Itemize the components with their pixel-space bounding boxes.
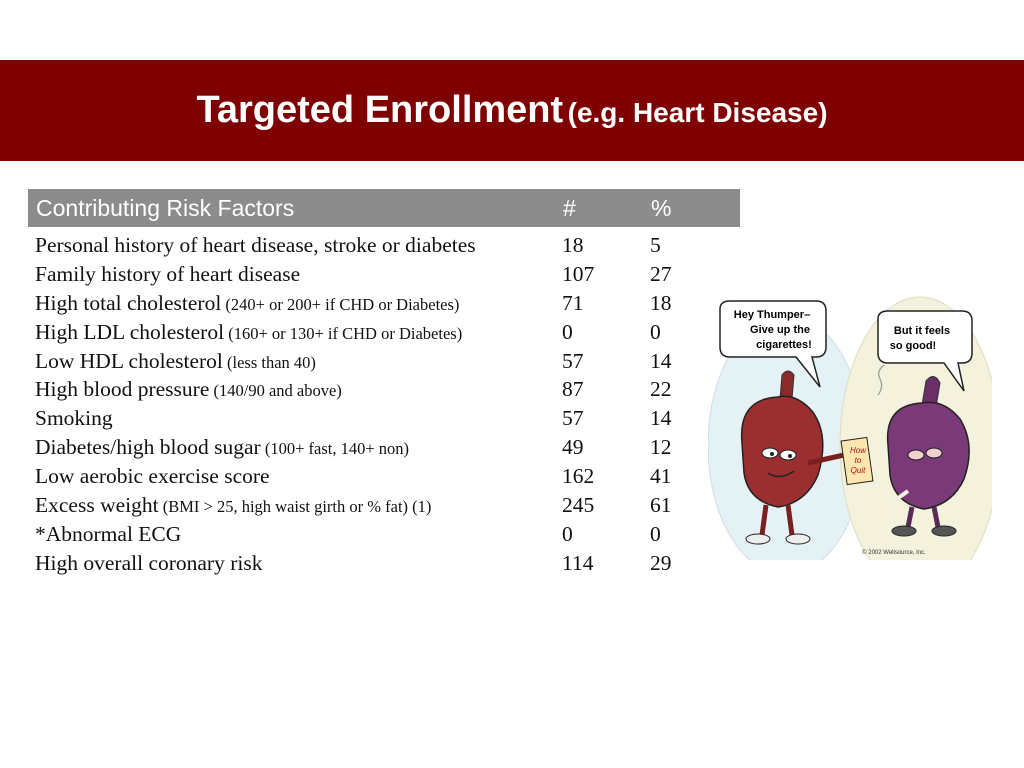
table-body [28,231,740,578]
column-header-factor: Contributing Risk Factors [36,194,295,221]
right-heart-shoe-1 [892,526,916,536]
title-banner [0,60,1024,161]
page-title-sub: (e.g. Heart Disease) [567,97,828,128]
left-heart-shoe-1 [746,534,770,544]
percent-cell: 0 [650,319,661,344]
risk-factor-cell [28,435,562,460]
table-header [28,189,740,227]
percent-cell: 41 [650,464,672,489]
risk-factors-table [28,189,740,578]
count-cell: 107 [562,261,595,286]
column-header-count: # [563,194,576,221]
table-row [28,520,740,549]
count-cell: 87 [562,377,584,402]
risk-factor-label: Diabetes/high blood sugar [35,435,261,460]
count-cell: 245 [562,492,595,517]
percent-cell: 29 [650,550,672,575]
copyright-text: © 2002 Wellsource, Inc. [862,550,926,556]
risk-factor-note: (BMI > 25, high waist girth or % fat) (1) [158,496,432,516]
table-row [28,404,740,433]
left-heart-eye-1 [762,448,778,458]
count-cell: 57 [562,348,584,373]
risk-factor-label: Personal history of heart disease, stroke or diabetes [35,232,476,257]
page-title [196,89,827,132]
column-header-percent: % [651,194,672,221]
count-cell: 49 [562,435,584,460]
card-line-1: How [849,446,867,455]
table-row [28,491,740,520]
percent-cell: 0 [650,521,661,546]
card-line-3: Quit [850,466,866,475]
table-row [28,318,740,347]
risk-factor-cell [28,291,562,316]
risk-factor-label: *Abnormal ECG [35,521,182,546]
right-heart-eye-1 [908,450,924,460]
risk-factor-note: (160+ or 130+ if CHD or Diabetes) [224,323,463,343]
risk-factor-label: Low aerobic exercise score [35,464,270,489]
bubble-left-line-2: Give up the [750,324,810,336]
left-heart-shoe-2 [786,534,810,544]
count-cell: 57 [562,406,584,431]
risk-factor-cell [28,320,562,345]
card-line-2: to [854,456,862,465]
risk-factor-note: (240+ or 200+ if CHD or Diabetes) [221,294,460,314]
right-heart-shoe-2 [932,526,956,536]
percent-cell: 61 [650,492,672,517]
risk-factor-cell [28,551,562,576]
bubble-right-line-2: so good! [889,340,937,352]
risk-factor-cell [28,233,562,258]
left-heart-eye-2 [780,450,796,460]
percent-cell: 14 [650,406,672,431]
percent-cell: 14 [650,348,672,373]
risk-factor-label: High total cholesterol [35,290,222,315]
risk-factor-label: Family history of heart disease [35,261,301,286]
right-heart-eye-2 [926,448,942,458]
risk-factor-cell [28,349,562,374]
risk-factor-label: Excess weight [35,492,159,517]
count-cell: 0 [562,319,573,344]
count-cell: 71 [562,290,584,315]
risk-factor-cell [28,464,562,489]
count-cell: 162 [562,464,595,489]
percent-cell: 27 [650,261,672,286]
risk-factor-note: (100+ fast, 140+ non) [260,439,410,459]
table-row [28,289,740,318]
risk-factor-cell [28,493,562,518]
table-row [28,260,740,289]
risk-factor-label: High LDL cholesterol [35,319,225,344]
count-cell: 114 [562,550,594,575]
percent-cell: 12 [650,435,672,460]
table-row [28,462,740,491]
table-row [28,433,740,462]
risk-factor-note: (less than 40) [222,352,316,372]
risk-factor-cell [28,262,562,287]
percent-cell: 5 [650,232,661,257]
risk-factor-cell [28,406,562,431]
risk-factor-label: High overall coronary risk [35,550,263,575]
table-row [28,375,740,404]
risk-factor-note: (140/90 and above) [209,381,342,401]
bubble-right-line-1: But it feels [893,325,951,337]
count-cell: 0 [562,521,573,546]
table-row [28,347,740,376]
left-heart-vessel [780,371,794,399]
heart-cartoon-illustration [708,295,992,560]
count-cell: 18 [562,232,584,257]
risk-factor-label: Smoking [35,406,113,431]
bubble-left-line-3: cigarettes! [756,339,812,351]
risk-factor-label: High blood pressure [35,377,210,402]
page-title-main: Targeted Enrollment [196,89,564,131]
percent-cell: 22 [650,377,672,402]
risk-factor-label: Low HDL cholesterol [35,348,223,373]
table-row [28,231,740,260]
risk-factor-cell [28,522,562,547]
bubble-left-line-1: Hey Thumper– [733,309,811,321]
table-row [28,549,740,578]
risk-factor-cell [28,377,562,402]
percent-cell: 18 [650,290,672,315]
